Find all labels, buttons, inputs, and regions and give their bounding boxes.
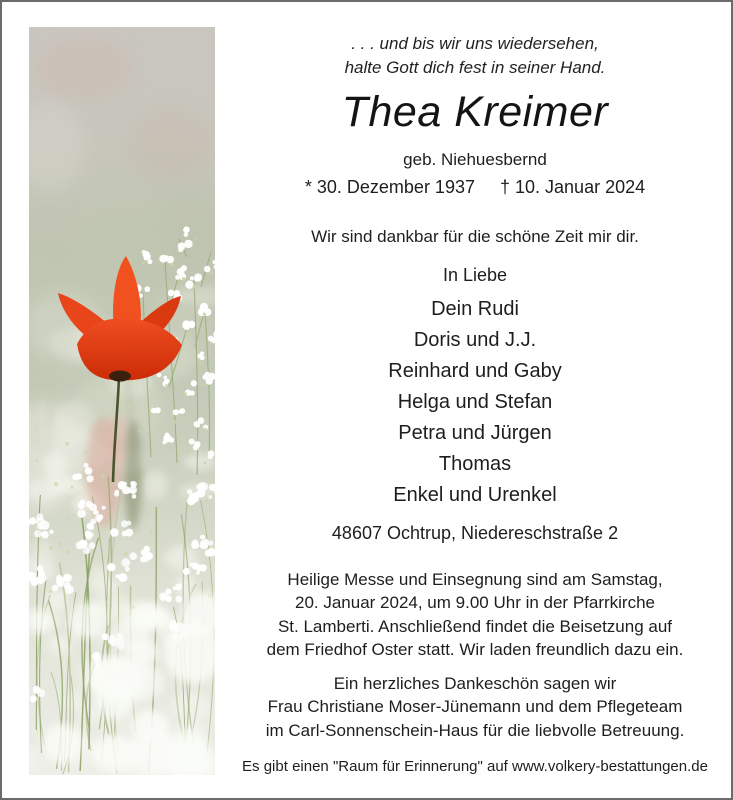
mourner-name: Petra und Jürgen xyxy=(398,422,552,444)
thanks-line: Ein herzliches Dankeschön sagen wir xyxy=(333,674,617,693)
announcement-text xyxy=(215,2,733,798)
thanks-line: im Carl-Sonnenschein-Haus für die liebvolle Betreuung. xyxy=(265,720,685,740)
deceased-name: Thea Kreimer xyxy=(341,88,609,136)
service-line: Heilige Messe und Einsegnung sind am Samstag, xyxy=(287,570,663,589)
mourners-list xyxy=(215,294,733,511)
service-line: dem Friedhof Oster statt. Wir laden freundlich dazu ein. xyxy=(266,640,684,660)
verse-line: halte Gott dich fest in seiner Hand. xyxy=(344,58,606,77)
caregiver-thanks xyxy=(215,672,733,742)
birth-name: geb. Niehuesbernd xyxy=(403,150,547,169)
life-dates xyxy=(215,177,733,198)
gratitude-line: Wir sind dankbar für die schöne Zeit mir dir. xyxy=(311,227,639,246)
service-line: St. Lamberti. Anschließend findet die Beisetzung auf xyxy=(277,616,673,636)
mourner-name: Doris und J.J. xyxy=(413,329,537,351)
poppy-meadow-photo xyxy=(29,27,215,775)
closing-phrase: In Liebe xyxy=(442,265,508,285)
mourner-name: Reinhard und Gaby xyxy=(388,360,562,382)
service-details xyxy=(215,568,733,662)
thanks-line: Frau Christiane Moser-Jünemann und dem Pflegeteam xyxy=(267,697,683,717)
mourner-name: Dein Rudi xyxy=(431,298,519,320)
remembrance-note: Es gibt einen "Raum für Erinnerung" auf www.volkery-bestattungen.de xyxy=(242,758,708,775)
birth-date: * 30. Dezember 1937 xyxy=(304,177,475,197)
mourner-name: Thomas xyxy=(438,453,512,475)
death-date: † 10. Januar 2024 xyxy=(500,177,646,197)
family-address: 48607 Ochtrup, Niedereschstraße 2 xyxy=(331,523,619,543)
mourner-name: Helga und Stefan xyxy=(397,391,553,413)
service-line: 20. Januar 2024, um 9.00 Uhr in der Pfarrkirche xyxy=(294,593,656,613)
mourner-name: Enkel und Urenkel xyxy=(393,484,557,506)
poppy-center xyxy=(109,371,131,382)
verse-line: . . . und bis wir uns wiedersehen, xyxy=(351,34,599,53)
opening-verse xyxy=(215,32,733,80)
meadow-photo-illustration xyxy=(29,27,215,775)
